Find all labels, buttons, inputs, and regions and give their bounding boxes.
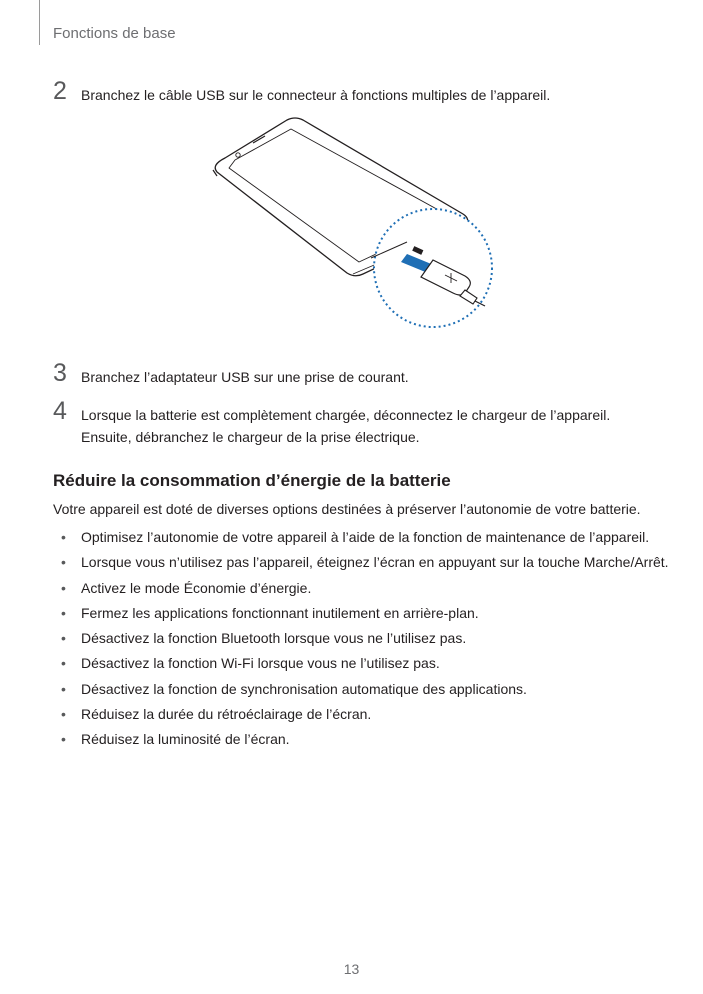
- bullet-mark: •: [61, 529, 66, 545]
- bullet-mark: •: [61, 731, 66, 748]
- list-item-text: Réduisez la durée du rétroéclairage de l’écran.: [81, 706, 372, 723]
- step-text: Branchez le câble USB sur le connecteur à fonctions multiples de l’appareil.: [81, 87, 551, 103]
- list-item-text: Lorsque vous n’utilisez pas l’appareil, éteignez l’écran en appuyant sur la touche Marche/Arrêt.: [81, 554, 669, 571]
- list-item-text: Réduisez la luminosité de l’écran.: [81, 731, 290, 748]
- list-item: [53, 729, 669, 754]
- header-title: Fonctions de base: [53, 25, 176, 42]
- list-item: [53, 603, 669, 628]
- bullet-mark: •: [61, 554, 66, 571]
- step-number: 4: [53, 397, 67, 425]
- list-item: [53, 578, 669, 603]
- usb-connection-illustration: [195, 110, 505, 345]
- header-rule: [39, 0, 40, 45]
- list-item-text: Optimisez l’autonomie de votre appareil à l’aide de la fonction de maintenance de l’appareil.: [81, 529, 650, 545]
- section-intro: Votre appareil est doté de diverses options destinées à préserver l’autonomie de votre batterie.: [53, 501, 641, 517]
- list-item-text: Désactivez la fonction de synchronisation automatique des applications.: [81, 680, 527, 697]
- bullet-mark: •: [61, 706, 66, 723]
- bullet-mark: •: [61, 680, 66, 697]
- list-item-text: Désactivez la fonction Bluetooth lorsque vous ne l’utilisez pas.: [81, 630, 467, 647]
- bullet-mark: •: [61, 630, 66, 647]
- step-2: [53, 77, 648, 106]
- list-item: [53, 552, 669, 577]
- list-item-text: Activez le mode Économie d’énergie.: [81, 579, 312, 596]
- list-item: [53, 679, 669, 704]
- page-number: 13: [343, 961, 360, 977]
- list-item: [53, 628, 669, 653]
- list-item: [53, 653, 669, 678]
- battery-tips-list: [53, 527, 669, 755]
- step-text: Branchez l’adaptateur USB sur une prise de courant.: [81, 369, 409, 385]
- bullet-mark: •: [61, 604, 66, 621]
- bullet-mark: •: [61, 579, 66, 596]
- section-heading: Réduire la consommation d’énergie de la batterie: [53, 471, 451, 490]
- step-4: [53, 397, 648, 448]
- list-item: [53, 704, 669, 729]
- step-text: Lorsque la batterie est complètement chargée, déconnectez le chargeur de l’appareil. Ensuite, débranchez le chargeur de la prise électrique.: [81, 407, 611, 445]
- bullet-mark: •: [61, 655, 66, 672]
- list-item-text: Désactivez la fonction Wi-Fi lorsque vous ne l’utilisez pas.: [81, 655, 440, 672]
- step-number: 2: [53, 77, 67, 105]
- list-item-text: Fermez les applications fonctionnant inutilement en arrière-plan.: [81, 604, 479, 621]
- list-item: [53, 527, 669, 552]
- step-number: 3: [53, 359, 67, 387]
- step-3: [53, 359, 648, 388]
